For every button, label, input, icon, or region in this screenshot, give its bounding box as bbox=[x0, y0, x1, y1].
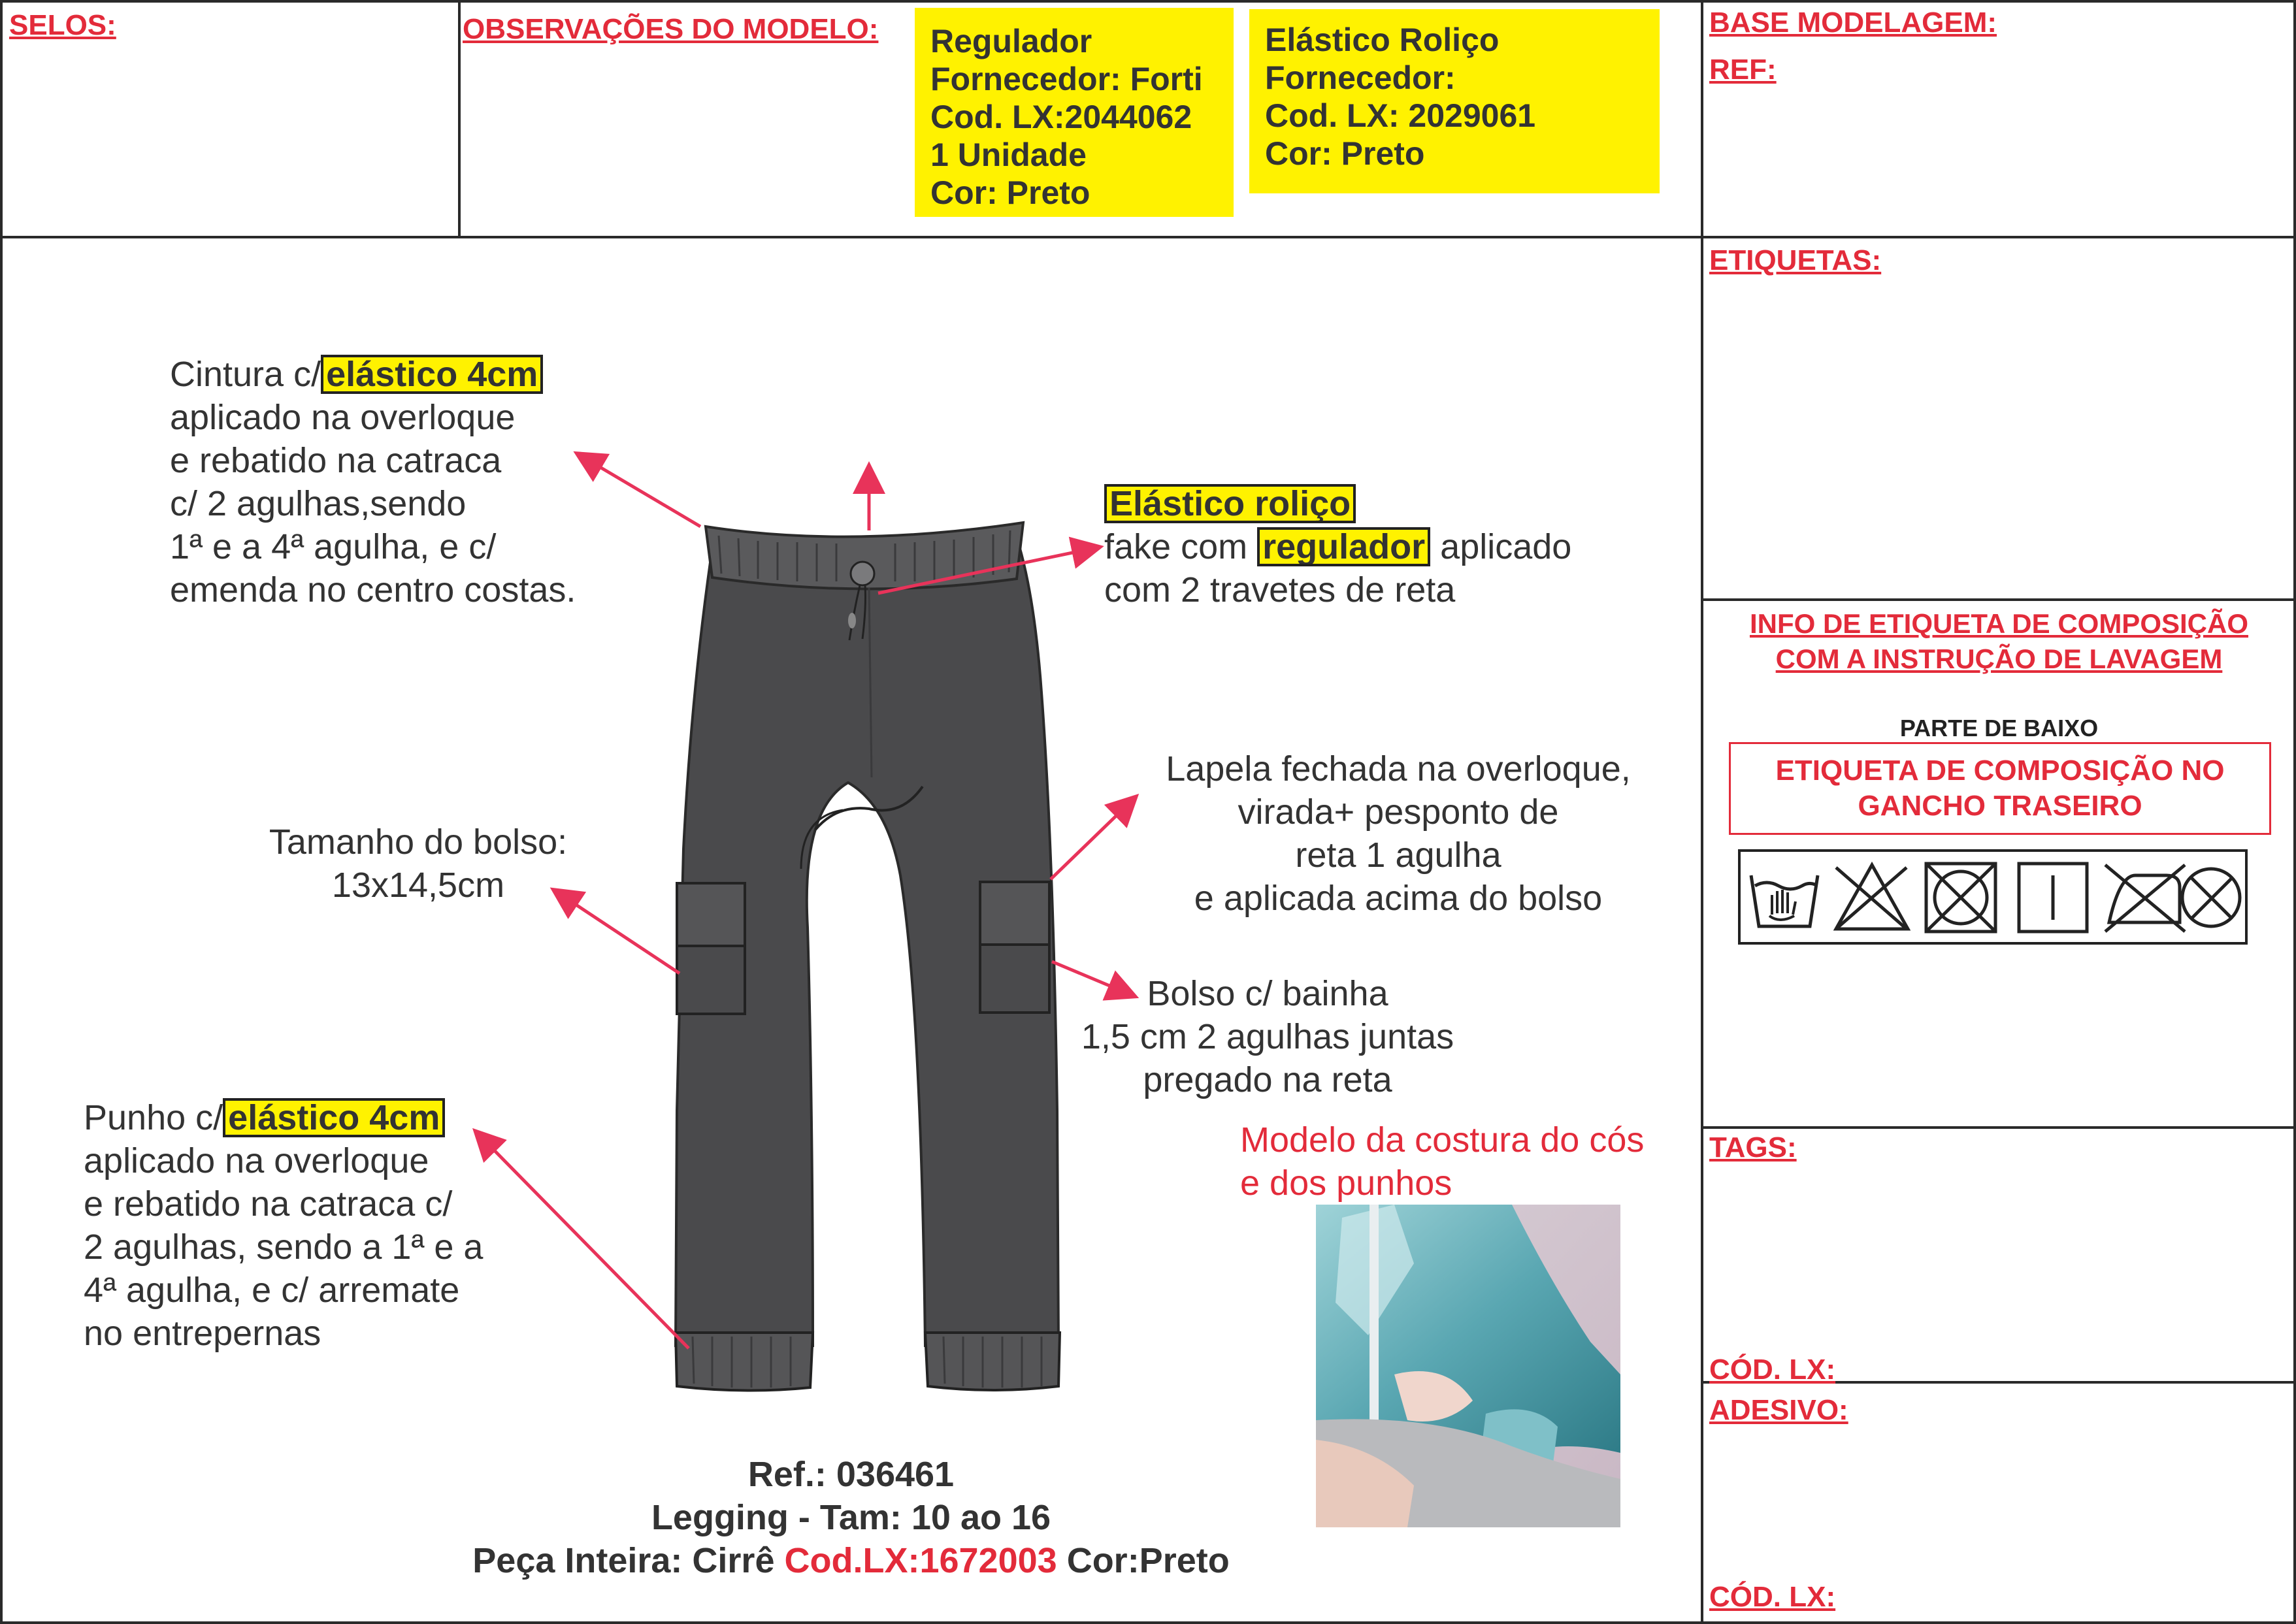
lapela-line: e aplicada acima do bolso bbox=[1194, 879, 1603, 918]
info-etiqueta-title bbox=[1702, 606, 2296, 677]
observacoes-label: OBSERVAÇÕES DO MODELO: bbox=[463, 13, 879, 45]
modelo-costura-line: Modelo da costura do cós bbox=[1240, 1120, 1645, 1160]
fake-com-text: fake com bbox=[1104, 527, 1248, 566]
punho-line: 4ª agulha, e c/ arremate bbox=[84, 1271, 460, 1310]
peca-prefix: Peça Inteira: Cirrê bbox=[472, 1541, 775, 1580]
peca-color: Cor:Preto bbox=[1066, 1541, 1230, 1580]
modelo-costura-note bbox=[1240, 1118, 1644, 1205]
lapela-note bbox=[1111, 747, 1686, 920]
tags-label: TAGS: bbox=[1709, 1131, 1797, 1163]
punho-line: e rebatido na catraca c/ bbox=[84, 1184, 453, 1224]
bolso-tamanho-line: 13x14,5cm bbox=[331, 866, 505, 905]
bolso-bainha-line: pregado na reta bbox=[1143, 1060, 1392, 1099]
regulador-line: Cor: Preto bbox=[930, 174, 1091, 211]
peca-code: Cod.LX:1672003 bbox=[784, 1541, 1057, 1580]
info-etiqueta-line: INFO DE ETIQUETA DE COMPOSIÇÃO bbox=[1749, 608, 2249, 639]
elastico-rolico-title: Elástico roliço bbox=[1104, 484, 1356, 523]
cod-lx-label-2: CÓD. LX: bbox=[1709, 1581, 1836, 1613]
pants-body bbox=[676, 523, 1060, 1391]
lapela-line: reta 1 agulha bbox=[1295, 836, 1501, 875]
etiqueta-composicao-line: ETIQUETA DE COMPOSIÇÃO NO bbox=[1775, 755, 2225, 787]
lapela-line: virada+ pesponto de bbox=[1238, 792, 1559, 832]
elastico-line: Cod. LX: 2029061 bbox=[1265, 97, 1536, 134]
punho-line: no entrepernas bbox=[84, 1314, 321, 1353]
cintura-line: e rebatido na catraca bbox=[170, 441, 502, 480]
parte-de-baixo-label: PARTE DE BAIXO bbox=[1899, 715, 2099, 741]
elastico-line: Elástico Roliço bbox=[1265, 22, 1500, 58]
regulador-line: Fornecedor: Forti bbox=[930, 61, 1203, 97]
cintura-line: 1ª e a 4ª agulha, e c/ bbox=[170, 527, 497, 566]
etiquetas-label: ETIQUETAS: bbox=[1709, 244, 1882, 276]
elastico-line: Cor: Preto bbox=[1265, 135, 1425, 172]
cod-lx-label: CÓD. LX: bbox=[1709, 1354, 1836, 1386]
cintura-line: emenda no centro costas. bbox=[170, 570, 576, 609]
elastico-line: Fornecedor: bbox=[1265, 59, 1456, 96]
modelo-costura-line: e dos punhos bbox=[1240, 1163, 1452, 1203]
cintura-line: aplicado na overloque bbox=[170, 398, 516, 437]
adesivo-label: ADESIVO: bbox=[1709, 1394, 1848, 1426]
bolso-bainha-line: Bolso c/ bainha bbox=[1147, 974, 1388, 1013]
punho-line: aplicado na overloque bbox=[84, 1141, 429, 1180]
selos-label: SELOS: bbox=[9, 9, 116, 41]
bolso-bainha-line: 1,5 cm 2 agulhas juntas bbox=[1081, 1017, 1454, 1056]
ref-number: Ref.: 036461 bbox=[747, 1455, 955, 1494]
product-name: Legging - Tam: 10 ao 16 bbox=[651, 1498, 1051, 1537]
cintura-note bbox=[170, 353, 576, 611]
peca-inteira bbox=[0, 1539, 1702, 1582]
care-symbols bbox=[1738, 849, 2248, 945]
lapela-line: Lapela fechada na overloque, bbox=[1166, 749, 1631, 788]
bolso-tamanho-note bbox=[248, 820, 588, 907]
cintura-line: c/ 2 agulhas,sendo bbox=[170, 484, 467, 523]
regulador-line: 1 Unidade bbox=[930, 137, 1087, 173]
travetes-line: com 2 travetes de reta bbox=[1104, 570, 1456, 609]
bolso-bainha-note bbox=[1058, 972, 1477, 1101]
punho-highlight: elástico 4cm bbox=[223, 1098, 445, 1137]
info-etiqueta-line: COM A INSTRUÇÃO DE LAVAGEM bbox=[1775, 643, 2223, 674]
punho-prefix: Punho c/ bbox=[84, 1098, 223, 1137]
regulador-line: Regulador bbox=[930, 23, 1092, 59]
elastico-rolico-note bbox=[1104, 482, 1571, 611]
footer bbox=[0, 1453, 1702, 1582]
cintura-highlight: elástico 4cm bbox=[321, 355, 543, 394]
bolso-tamanho-line: Tamanho do bolso: bbox=[269, 822, 568, 862]
etiqueta-composicao-box bbox=[1729, 742, 2271, 835]
aplicado-text: aplicado bbox=[1440, 527, 1572, 566]
regulador-line: Cod. LX:2044062 bbox=[930, 99, 1192, 135]
base-modelagem-label: BASE MODELAGEM: bbox=[1709, 7, 1997, 39]
cintura-prefix: Cintura c/ bbox=[170, 355, 321, 394]
punho-note bbox=[84, 1096, 483, 1355]
ref-label: REF: bbox=[1709, 54, 1777, 86]
regulador-highlight: regulador bbox=[1257, 527, 1430, 566]
punho-line: 2 agulhas, sendo a 1ª e a bbox=[84, 1227, 484, 1267]
etiqueta-composicao-line: GANCHO TRASEIRO bbox=[1858, 790, 2142, 822]
